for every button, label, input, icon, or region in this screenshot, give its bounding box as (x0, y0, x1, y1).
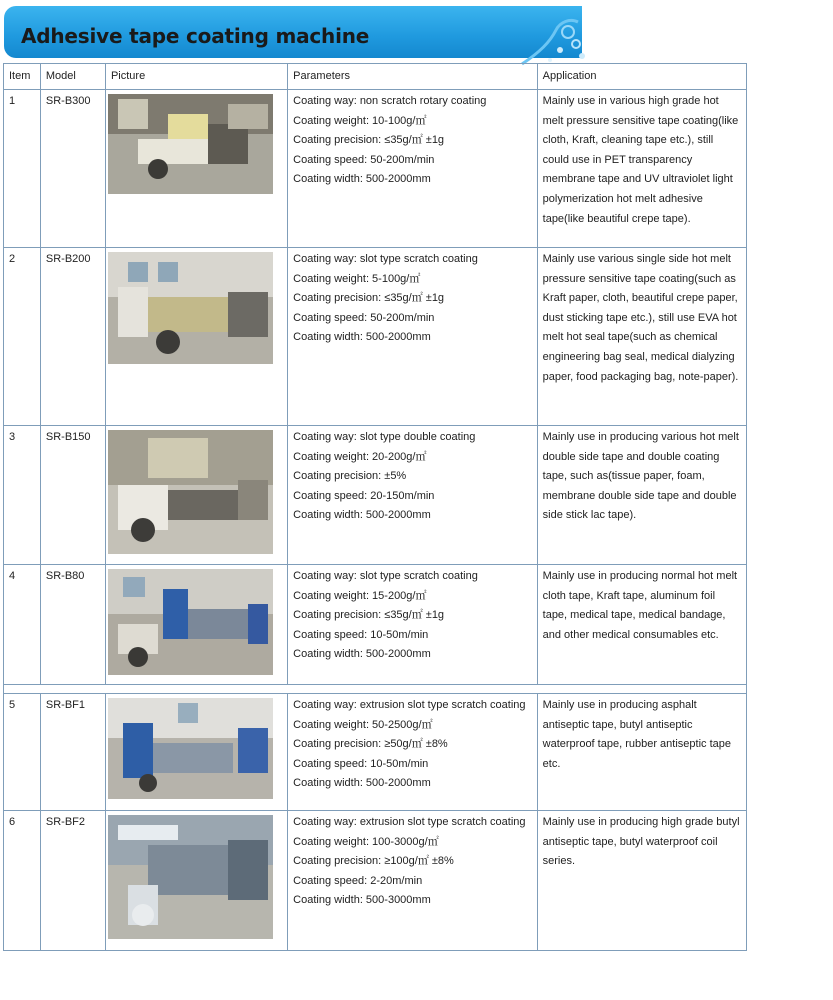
table-gap (4, 685, 747, 694)
picture-cell (105, 694, 287, 811)
picture-cell (105, 248, 287, 426)
param-coating-weight: Coating weight: 10-100g/㎡ (293, 114, 427, 127)
param-coating-way: Coating way: slot type double coating (293, 431, 476, 443)
parameters-cell (288, 565, 537, 685)
picture-cell (105, 565, 287, 685)
param-coating-speed: Coating speed: 50-200m/min (293, 311, 435, 324)
header-application: Application (537, 64, 746, 90)
item-number: 3 (4, 426, 41, 565)
application-cell: Mainly use in various high grade hot melt pressure sensitive tape coating(like cloth, Kraft, cleaning tape etc.), still could use in PET transparency membrane tape and UV ultraviolet light polymerization hot melt adhesive tape(like beautiful crepe tape). (537, 90, 746, 248)
picture-cell (105, 90, 287, 248)
picture-cell (105, 811, 287, 951)
application-cell: Mainly use in producing asphalt antiseptic tape, butyl antiseptic waterproof tape, rubber antiseptic tape etc. (537, 694, 746, 811)
param-coating-speed: Coating speed: 50-200m/min (293, 153, 435, 166)
table-row (4, 248, 747, 426)
header-parameters: Parameters (288, 64, 537, 90)
table-row (4, 811, 747, 951)
param-coating-width: Coating width: 500-2000mm (293, 331, 431, 344)
param-coating-way: Coating way: non scratch rotary coating (293, 95, 487, 107)
param-coating-speed: Coating speed: 10-50m/min (293, 757, 429, 770)
param-coating-weight: Coating weight: 100-3000g/㎡ (293, 835, 439, 848)
application-cell: Mainly use in producing normal hot melt cloth tape, Kraft tape, aluminum foil tape, medical tape, medical bandage, and other medical consumables etc. (537, 565, 746, 685)
application-cell: Mainly use in producing high grade butyl antiseptic tape, butyl waterproof coil series. (537, 811, 746, 951)
param-coating-width: Coating width: 500-3000mm (293, 894, 431, 907)
param-coating-precision: Coating precision: ≥100g/㎡ ±8% (293, 855, 454, 868)
parameters-cell (288, 426, 537, 565)
param-coating-precision: Coating precision: ±5% (293, 470, 407, 483)
photo-coating-machine-1 (108, 94, 273, 194)
param-coating-way: Coating way: slot type scratch coating (293, 570, 478, 582)
param-coating-weight: Coating weight: 15-200g/㎡ (293, 589, 427, 602)
model-name: SR-BF1 (40, 694, 105, 811)
param-coating-precision: Coating precision: ≥50g/㎡ ±8% (293, 738, 448, 751)
photo-coating-machine-4 (108, 569, 273, 675)
application-cell: Mainly use in producing various hot melt double side tape and double coating tape, such as(tissue paper, foam, membrane double side tape and double side stick lac tape). (537, 426, 746, 565)
photo-coating-machine-6 (108, 815, 273, 939)
param-coating-width: Coating width: 500-2000mm (293, 173, 431, 186)
model-name: SR-B80 (40, 565, 105, 685)
model-name: SR-B200 (40, 248, 105, 426)
param-coating-width: Coating width: 500-2000mm (293, 777, 431, 790)
parameters-cell (288, 248, 537, 426)
table-row (4, 694, 747, 811)
application-cell: Mainly use various single side hot melt pressure sensitive tape coating(such as Kraft paper, cloth, beautiful crepe paper, dust sticking tape etc.), still use EVA hot melt hot seal tape(such as chemical engineering bag seal, medical dialyzing paper, food packaging bag, note-paper). (537, 248, 746, 426)
model-name: SR-BF2 (40, 811, 105, 951)
photo-coating-machine-2 (108, 252, 273, 364)
param-coating-weight: Coating weight: 50-2500g/㎡ (293, 718, 433, 731)
parameters-cell (288, 811, 537, 951)
model-name: SR-B150 (40, 426, 105, 565)
param-coating-speed: Coating speed: 2-20m/min (293, 874, 423, 887)
photo-coating-machine-5 (108, 698, 273, 799)
wave-swirl-decoration (520, 12, 590, 67)
table-row (4, 565, 747, 685)
table-header-row (4, 64, 747, 90)
param-coating-way: Coating way: slot type scratch coating (293, 253, 478, 265)
param-coating-way: Coating way: extrusion slot type scratch coating (293, 816, 526, 828)
table-row (4, 426, 747, 565)
param-coating-precision: Coating precision: ≤35g/㎡ ±1g (293, 292, 445, 305)
photo-coating-machine-3 (108, 430, 273, 554)
param-coating-weight: Coating weight: 20-200g/㎡ (293, 450, 427, 463)
param-coating-precision: Coating precision: ≤35g/㎡ ±1g (293, 609, 445, 622)
item-number: 4 (4, 565, 41, 685)
header-picture: Picture (105, 64, 287, 90)
param-coating-speed: Coating speed: 20-150m/min (293, 489, 435, 502)
param-coating-speed: Coating speed: 10-50m/min (293, 628, 429, 641)
item-number: 2 (4, 248, 41, 426)
param-coating-weight: Coating weight: 5-100g/㎡ (293, 272, 421, 285)
item-number: 1 (4, 90, 41, 248)
parameters-cell (288, 694, 537, 811)
header-item: Item (4, 64, 41, 90)
page-title: Adhesive tape coating machine (21, 24, 370, 48)
param-coating-way: Coating way: extrusion slot type scratch coating (293, 699, 526, 711)
picture-cell (105, 426, 287, 565)
item-number: 6 (4, 811, 41, 951)
model-name: SR-B300 (40, 90, 105, 248)
machine-spec-table (3, 63, 747, 951)
param-coating-precision: Coating precision: ≤35g/㎡ ±1g (293, 134, 445, 147)
header-model: Model (40, 64, 105, 90)
param-coating-width: Coating width: 500-2000mm (293, 509, 431, 522)
param-coating-width: Coating width: 500-2000mm (293, 648, 431, 661)
item-number: 5 (4, 694, 41, 811)
title-banner (4, 6, 582, 58)
table-row (4, 90, 747, 248)
parameters-cell (288, 90, 537, 248)
